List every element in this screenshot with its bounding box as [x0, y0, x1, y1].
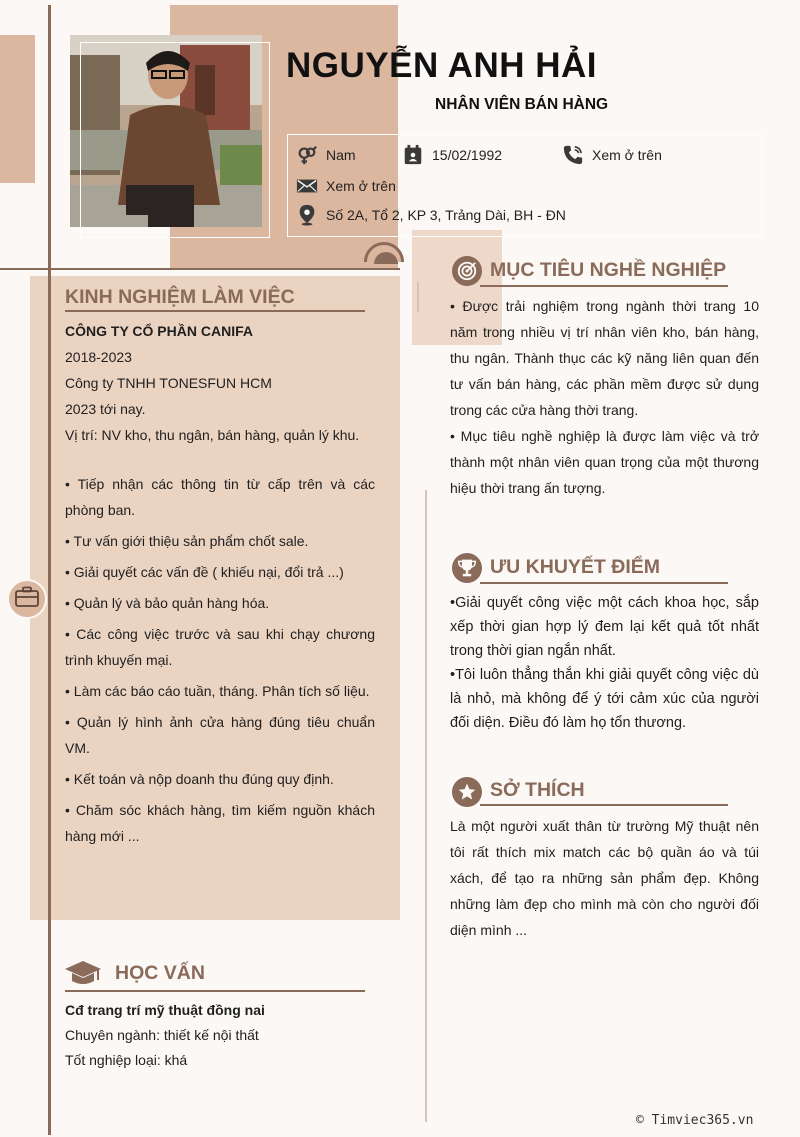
contact-dob	[402, 144, 502, 166]
duty-item: • Các công việc trước và sau khi chạy chương trình khuyến mại.	[65, 626, 375, 668]
contact-phone	[562, 144, 662, 166]
education-heading: HỌC VẤN	[115, 962, 205, 984]
experience-period: 2018-2023	[65, 349, 132, 365]
header-divider-line	[0, 268, 400, 270]
pros-cons-text	[450, 591, 759, 735]
star-icon	[452, 777, 482, 807]
gender-value: Nam	[326, 147, 356, 163]
email-value: Xem ở trên	[326, 178, 396, 194]
goal-heading-rule	[480, 285, 728, 287]
duty-item: • Quản lý và bảo quản hàng hóa.	[65, 595, 270, 611]
trophy-icon	[452, 553, 482, 583]
goal-heading: MỤC TIÊU NGHỀ NGHIỆP	[490, 259, 727, 281]
experience-period-2: 2023 tới nay.	[65, 401, 146, 417]
experience-heading: KINH NGHIỆM LÀM VIỆC	[65, 286, 295, 308]
education-grade: Tốt nghiệp loại: khá	[65, 1052, 188, 1068]
column-divider-line	[425, 490, 427, 1122]
education-text	[65, 998, 385, 1073]
experience-duties	[65, 471, 375, 854]
hobbies-heading: SỞ THÍCH	[490, 779, 585, 801]
location-pin-icon	[296, 204, 318, 226]
experience-heading-rule	[65, 310, 365, 312]
goal-paragraph: • Được trải nghiệm trong ngành thời trang 10 năm trong nhiều vị trí nhân viên kho, bán hàng, thu ngân. Thành thục các kỹ năng liên quan đến tư vấn bán hàng, các phần mềm được sử dụng trong các cửa hàng thời trang.	[450, 298, 759, 418]
briefcase-icon	[14, 586, 40, 612]
column-divider-line-top	[417, 282, 419, 312]
experience-company-2: Công ty TNHH TONESFUN HCM	[65, 375, 272, 391]
envelope-icon	[296, 175, 318, 197]
duty-item: • Quản lý hình ảnh cửa hàng đúng tiêu chuẩn VM.	[65, 714, 375, 756]
duty-item: • Kết toán và nộp doanh thu đúng quy định.	[65, 771, 334, 787]
contact-email	[296, 175, 396, 197]
duty-item: • Giải quyết các vấn đề ( khiếu nại, đổi trả ...)	[65, 564, 344, 580]
candidate-name: NGUYỄN ANH HẢI	[286, 46, 597, 85]
duty-item: • Làm các báo cáo tuần, tháng. Phân tích số liệu.	[65, 683, 370, 699]
photo-frame	[80, 42, 270, 238]
duty-item: • Tiếp nhận các thông tin từ cấp trên và các phòng ban.	[65, 476, 375, 518]
experience-side-badge	[7, 579, 47, 619]
calendar-icon	[402, 144, 424, 166]
dob-value: 15/02/1992	[432, 147, 503, 163]
experience-position: Vị trí: NV kho, thu ngân, bán hàng, quản lý khu.	[65, 427, 360, 443]
contact-gender	[296, 144, 356, 166]
pros-cons-paragraph: •Tôi luôn thẳng thắn khi giải quyết công việc dù là nhỏ, mà không để ý tới cảm xúc của người đối diện. Điều đó làm họ tổn thương.	[450, 667, 759, 731]
left-vertical-line	[48, 5, 51, 1135]
duty-item: • Tư vấn giới thiệu sản phẩm chốt sale.	[65, 533, 309, 549]
phone-icon	[562, 144, 584, 166]
hobbies-text: Là một người xuất thân từ trường Mỹ thuật nên tôi rất thích mix match các bộ quần áo và túi xách, để tạo ra những sản phẩm đẹp. Không những làm đẹp cho mình mà còn cho người đối diện mình ...	[450, 818, 759, 938]
goal-paragraph: • Mục tiêu nghề nghiệp là được làm việc và trở thành một nhân viên quan trọng của một thương hiệu thời trang ấn tượng.	[450, 428, 759, 496]
target-icon	[452, 256, 482, 286]
pros-cons-paragraph: •Giải quyết công việc một cách khoa học, sắp xếp thời gian hợp lý đem lại kết quả tốt nhất trong thời gian ngắn nhất.	[450, 595, 759, 659]
education-heading-rule	[65, 990, 365, 992]
duty-item: • Chăm sóc khách hàng, tìm kiếm nguồn khách hàng mới ...	[65, 802, 375, 844]
graduation-cap-icon	[64, 958, 102, 988]
education-major: Chuyên ngành: thiết kế nội thất	[65, 1027, 259, 1043]
job-title: NHÂN VIÊN BÁN HÀNG	[435, 96, 609, 113]
hobbies-heading-rule	[480, 804, 728, 806]
pros-cons-heading-rule	[480, 582, 728, 584]
experience-company: CÔNG TY CỔ PHẦN CANIFA	[65, 323, 253, 339]
watermark: © Timviec365.vn	[636, 1113, 754, 1128]
gender-icon	[296, 144, 318, 166]
phone-value: Xem ở trên	[592, 147, 662, 163]
contact-address	[296, 204, 566, 226]
address-value: Số 2A, Tổ 2, KP 3, Trảng Dài, BH - ĐN	[326, 207, 566, 223]
experience-summary	[65, 318, 377, 448]
goal-text	[450, 293, 759, 501]
left-accent-tab	[0, 35, 35, 183]
education-school: Cđ trang trí mỹ thuật đồng nai	[65, 1002, 265, 1018]
pros-cons-heading: ƯU KHUYẾT ĐIỂM	[490, 556, 661, 578]
